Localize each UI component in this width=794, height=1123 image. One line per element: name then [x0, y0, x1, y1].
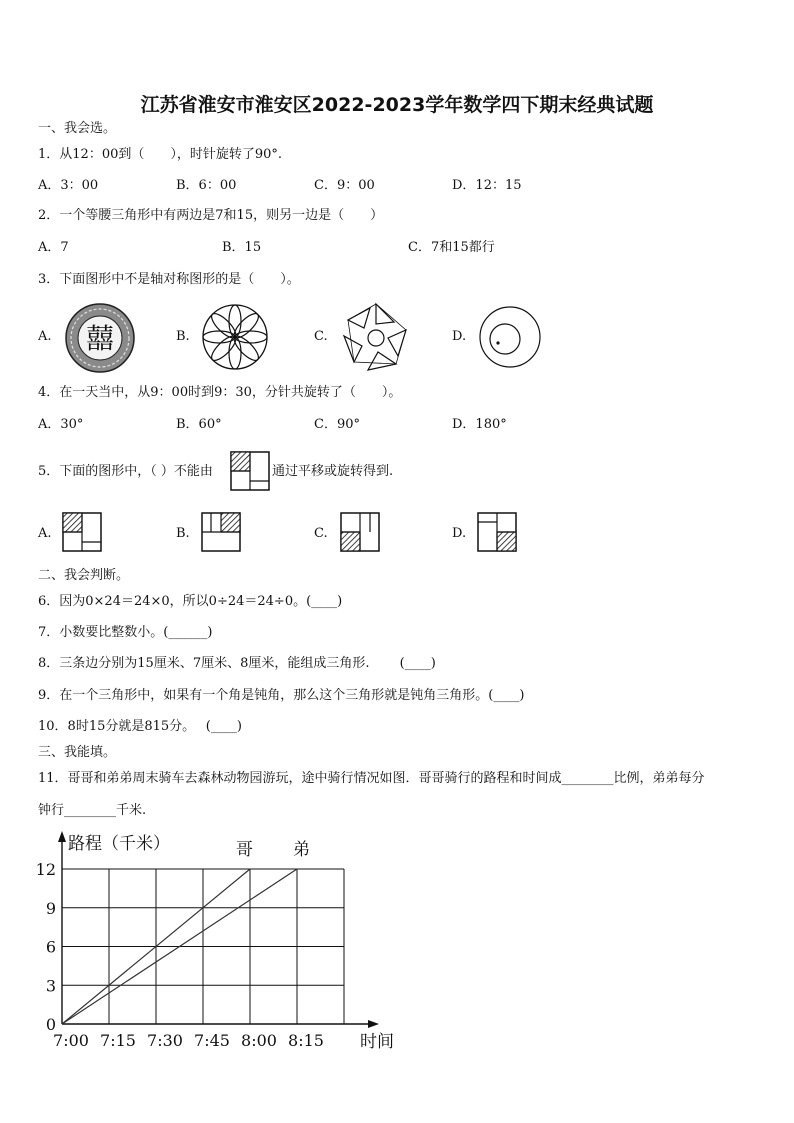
y-tick-label: 9 — [45, 898, 56, 918]
q11-line-1: 11．哥哥和弟弟周末骑车去森林动物园游玩，途中骑行情况如图．哥哥骑行的路程和时间成________比例，弟弟每分 — [38, 771, 705, 786]
q5-stem-end: 通过平移或旋转得到. — [272, 464, 394, 479]
q11-line-2: 钟行________千米. — [38, 803, 147, 818]
q3-option-b: B. — [176, 329, 190, 344]
q4-option-c: C．90° — [314, 417, 360, 432]
x-axis-arrow — [368, 1020, 379, 1028]
q3-flower-figure — [201, 303, 269, 371]
y-axis-title: 路程（千米） — [68, 834, 170, 854]
q3-double-happiness-medallion — [64, 302, 136, 374]
q3-option-c: C. — [314, 329, 328, 344]
x-tick-label: 7:00 — [53, 1031, 89, 1050]
q2-stem: 2．一个等腰三角形中有两边是7和15，则另一边是（ ） — [38, 208, 384, 223]
q3-double-happiness-glyph: 囍 — [85, 322, 115, 355]
series-label-1: 弟 — [293, 840, 310, 860]
q1-option-d: D．12：15 — [452, 178, 522, 193]
q2-option-c: C．7和15都行 — [408, 240, 495, 255]
q5-option-c-figure — [340, 512, 380, 552]
q2-option-b: B．15 — [222, 240, 262, 255]
x-tick-label: 7:30 — [147, 1031, 183, 1050]
q3-pinwheel-figure — [340, 302, 412, 374]
section-3-heading: 三、我能填。 — [38, 745, 117, 760]
section-1-heading: 一、我会选。 — [38, 121, 117, 136]
q5-reference-figure — [230, 451, 270, 491]
q5-option-a: A. — [38, 526, 52, 541]
q5-option-d-figure — [477, 512, 517, 552]
y-tick-label: 12 — [35, 860, 56, 879]
series-label-0: 哥 — [236, 840, 253, 860]
q9-statement: 9．在一个三角形中，如果有一个角是钝角，那么这个三角形就是钝角三角形。(____) — [38, 688, 525, 703]
q10-statement: 10．8时15分就是815分。 (____) — [38, 719, 242, 734]
y-tick-label: 0 — [45, 1015, 56, 1034]
q5-option-b: B. — [176, 526, 190, 541]
y-axis-arrow — [58, 831, 66, 842]
q4-option-b: B．60° — [176, 417, 222, 432]
chart-labels — [36, 834, 394, 1052]
q8-statement: 8．三条边分别为15厘米、7厘米、8厘米，能组成三角形. (____) — [38, 656, 436, 671]
q3-circles-figure — [478, 305, 542, 369]
q4-stem: 4．在一天当中，从9：00时到9：30，分针共旋转了（ ）。 — [38, 385, 402, 400]
x-tick-label: 8:00 — [241, 1031, 277, 1050]
x-tick-label: 8:15 — [288, 1031, 324, 1050]
q4-option-a: A．30° — [38, 417, 84, 432]
q3-option-d: D. — [452, 329, 467, 344]
q3-option-a: A. — [38, 329, 52, 344]
q11-distance-time-chart — [30, 822, 394, 1054]
q5-option-c: C. — [314, 526, 328, 541]
y-tick-label: 6 — [45, 937, 56, 957]
q5-option-a-figure — [62, 512, 102, 552]
q1-stem: 1．从12：00到（ ），时针旋转了90°. — [38, 147, 283, 162]
q5-stem-start: 5．下面的图形中，（ ）不能由 — [38, 464, 213, 479]
q5-option-b-figure — [201, 512, 241, 552]
x-tick-label: 7:15 — [100, 1031, 136, 1050]
chart-grid — [62, 869, 344, 1024]
section-2-heading: 二、我会判断。 — [38, 568, 130, 583]
x-tick-label: 7:45 — [194, 1031, 230, 1050]
q2-option-a: A．7 — [38, 240, 69, 255]
q1-option-c: C．9：00 — [314, 178, 375, 193]
q1-option-b: B．6：00 — [176, 178, 237, 193]
page-title: 江苏省淮安市淮安区2022-2023学年数学四下期末经典试题 — [140, 94, 654, 116]
y-tick-label: 3 — [45, 976, 56, 996]
chart-axes — [58, 831, 379, 1028]
q5-option-d: D. — [452, 526, 467, 541]
q4-option-d: D．180° — [452, 417, 507, 432]
x-axis-title: 时间 — [360, 1032, 394, 1052]
q1-option-a: A．3：00 — [38, 178, 99, 193]
q6-statement: 6．因为0×24＝24×0，所以0÷24＝24÷0。(____) — [38, 594, 343, 609]
q7-statement: 7．小数要比整数小。(______) — [38, 625, 213, 640]
q3-stem: 3．下面图形中不是轴对称图形的是（ ）。 — [38, 272, 300, 287]
